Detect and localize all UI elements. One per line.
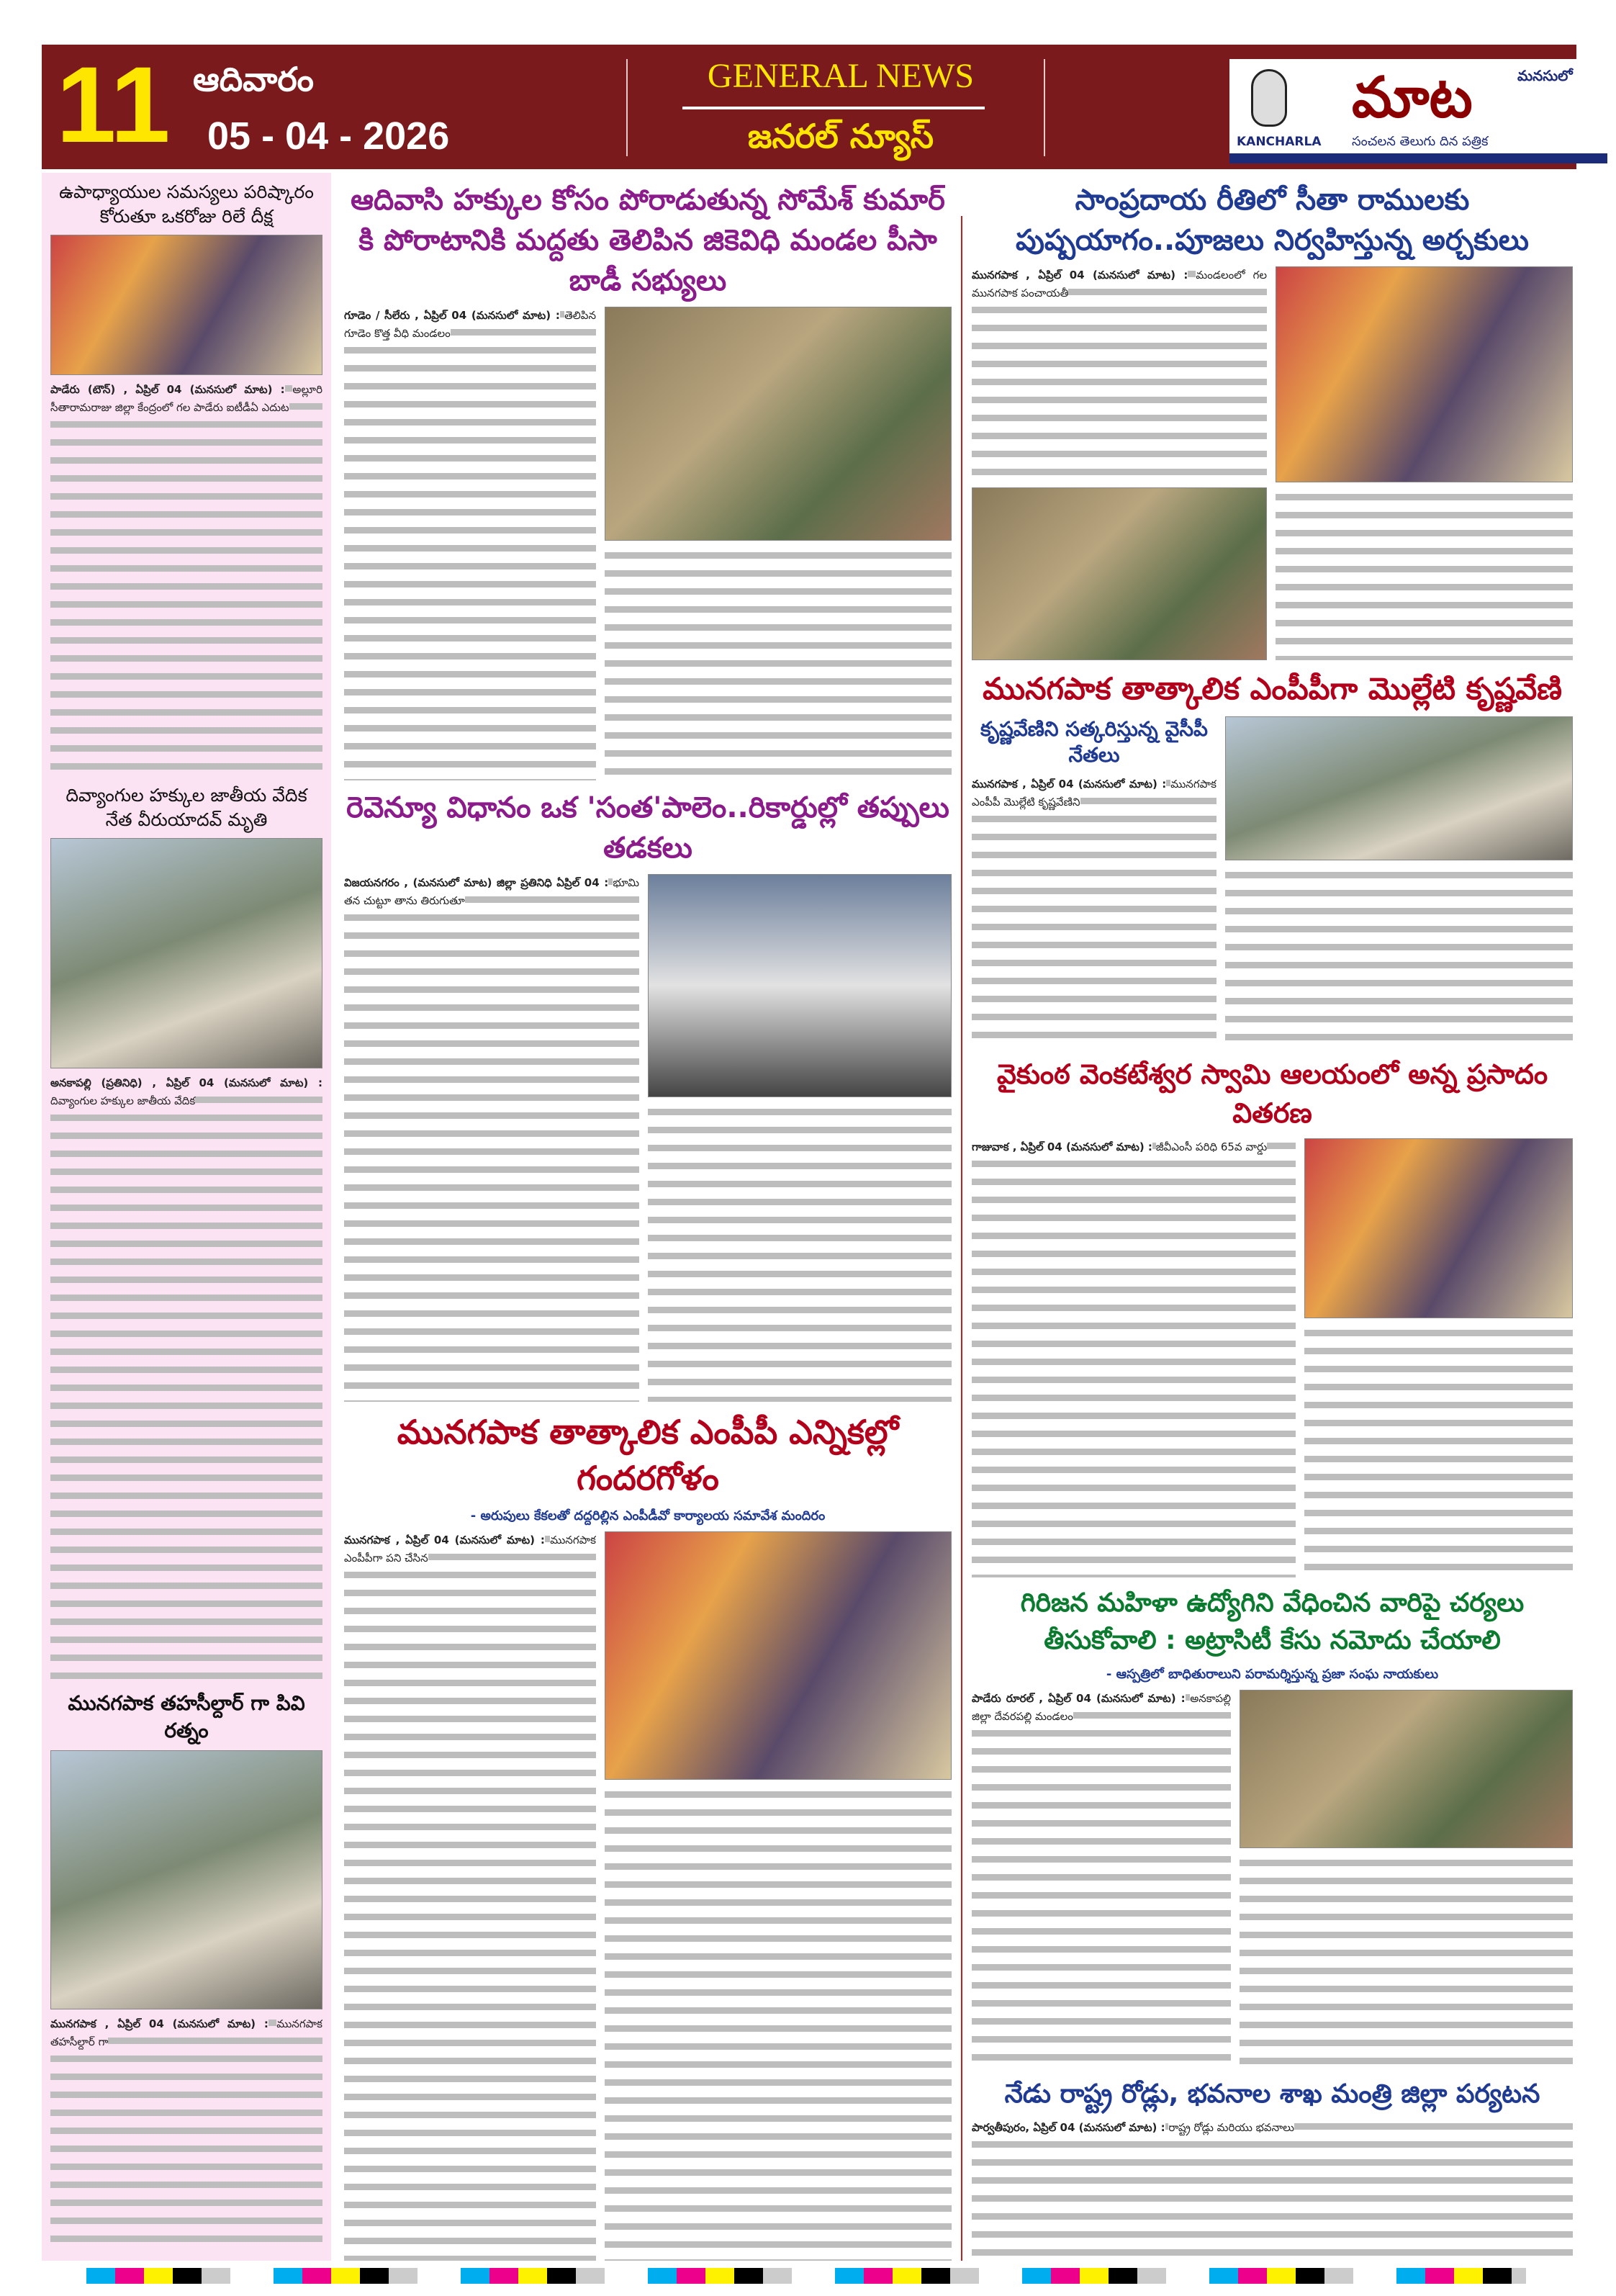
news-photo bbox=[50, 235, 322, 375]
article-body: పార్వతీపురం, ఏప్రిల్ 04 (మనసులో మాట) : రాష్ట్ర రోడ్లు మరియు భవనాలు bbox=[972, 2119, 1573, 2261]
news-photo bbox=[605, 307, 952, 541]
headline: సాంప్రదాయ రీతిలో సీతా రాములకు పుష్పయాగం..పూజలు నిర్వహిస్తున్న అర్చకులు bbox=[1015, 184, 1529, 257]
article-body: మునగపాక , ఏప్రిల్ 04 (మనసులో మాట) : మునగపాక తహసీల్దార్ గా bbox=[50, 2015, 322, 2254]
right-column bbox=[968, 180, 1576, 2261]
divider bbox=[1044, 59, 1045, 156]
article bbox=[972, 2076, 1573, 2261]
article-body: పాడేరు రూరల్ , ఏప్రిల్ 04 (మనసులో మాట) : అనకాపల్లి జిల్లా దేవరపల్లి మండలం bbox=[972, 1690, 1231, 2068]
news-photo bbox=[1240, 1690, 1573, 1848]
headline: గిరిజన మహిళా ఉద్యోగిని వేధించిన వారిపై చర్యలు తీసుకోవాలి : అట్రాసిటీ కేసు నమోదు చేయాలి bbox=[1020, 1588, 1525, 1656]
article bbox=[344, 180, 952, 780]
article-body: పాడేరు (టౌన్) , ఏప్రిల్ 04 (మనసులో మాట) : అల్లూరి సీతారామరాజు జిల్లా కేంద్రంలో గల పాడేరు ఐటీడీఏ ఎదుట bbox=[50, 381, 322, 776]
article-body-cont bbox=[648, 1104, 952, 1403]
headline: ఉపాధ్యాయుల సమస్యలు పరిష్కారం కోరుతూ ఒకరోజు రిలే దీక్ష bbox=[59, 181, 314, 227]
headline: మునగపాక తాత్కాలిక ఎంపీపీగా మొల్లేటి కృష్ణవేణి bbox=[983, 670, 1562, 706]
news-photo bbox=[605, 1531, 952, 1780]
headline: దివ్యాంగుల హక్కుల జాతీయ వేదిక నేత వీరుయాదవ్ మృతి bbox=[66, 784, 307, 830]
portrait-photo bbox=[50, 1750, 322, 2009]
article-body-cont bbox=[605, 548, 952, 780]
newspaper-logo bbox=[1229, 59, 1607, 163]
news-photo bbox=[972, 487, 1267, 660]
article bbox=[344, 788, 952, 1403]
article bbox=[50, 1690, 322, 2254]
subheadline: - అరుపులు కేకలతో దద్దరిల్లిన ఎంపీడీవో కార్యాలయ సమావేశ మందిరం bbox=[470, 1508, 826, 1524]
page-number: 11 bbox=[56, 44, 171, 165]
article-body: మునగపాక , ఏప్రిల్ 04 (మనసులో మాట) : మునగపాక ఎంపీపీ మొల్లేటి కృష్ణవేణిని bbox=[972, 775, 1216, 1048]
article-body: గూడెం / సీలేరు , ఏప్రిల్ 04 (మనసులో మాట) : తెలిపిన గూడెం కొత్త వీధి మండలం bbox=[344, 307, 596, 780]
logo-main: మాట bbox=[1352, 66, 1473, 130]
article bbox=[972, 667, 1573, 1048]
column-divider bbox=[961, 216, 962, 2261]
portrait-photo bbox=[50, 838, 322, 1068]
day: ఆదివారం bbox=[193, 60, 314, 99]
logo-small: మనసులో bbox=[1517, 67, 1573, 84]
headline: ఆదివాసి హక్కుల కోసం పోరాడుతున్న సోమేశ్ కుమార్ కి పోరాటానికి మద్దతు తెలిపిన జికెవిధి మండల పీసా బాడీ సభ్యులు bbox=[351, 184, 945, 297]
article-body: అనకాపల్లి (ప్రతినిధి) , ఏప్రిల్ 04 (మనసులో మాట) : దివ్యాంగుల హక్కుల జాతీయ వేదిక bbox=[50, 1074, 322, 1683]
headline: రెవెన్యూ విధానం ఒక 'సంత'పాలెం..రికార్డుల్లో తప్పులు తడకలు bbox=[346, 791, 949, 865]
date: 05 - 04 - 2026 bbox=[207, 114, 450, 158]
article bbox=[972, 1055, 1573, 1577]
divider bbox=[626, 59, 628, 156]
news-photo bbox=[648, 874, 952, 1097]
article-body: గాజువాక , ఏప్రిల్ 04 (మనసులో మాట) : జీవీఎంసీ పరిధి 65వ వార్డు bbox=[972, 1138, 1296, 1577]
section-title-en: GENERAL NEWS bbox=[707, 57, 975, 95]
article-body-cont bbox=[605, 1787, 952, 2261]
article-body: మునగపాక , ఏప్రిల్ 04 (మనసులో మాట) : మండలంలో గల మునగపాక పంచాయతీ bbox=[972, 266, 1267, 480]
subheadline: కృష్ణవేణిని సత్కరిస్తున్న వైసీపీ నేతలు bbox=[980, 716, 1208, 767]
logo-tagline: సంచలన తెలుగు దిన పత్రిక bbox=[1352, 134, 1489, 149]
article-body-cont bbox=[1225, 868, 1573, 1048]
article bbox=[50, 180, 322, 776]
section-title-te: జనరల్ న్యూస్ bbox=[747, 117, 934, 156]
portrait-icon bbox=[1251, 69, 1287, 127]
news-photo bbox=[1304, 1138, 1573, 1318]
logo-brand: KANCHARLA bbox=[1237, 135, 1322, 149]
article bbox=[972, 1585, 1573, 2068]
headline: వైకుంఠ వెంకటేశ్వర స్వామి ఆలయంలో అన్న ప్రసాదం వితరణ bbox=[996, 1058, 1548, 1130]
headline: మునగపాక తాత్కాలిక ఎంపీపీ ఎన్నికల్లో గందరగోళం bbox=[397, 1413, 899, 1498]
article-body-cont bbox=[1276, 490, 1573, 660]
article bbox=[972, 180, 1573, 660]
article-body: మునగపాక , ఏప్రిల్ 04 (మనసులో మాట) : మునగపాక ఎంపీపీగా పని చేసిన bbox=[344, 1531, 596, 2261]
article-body: విజయనగరం , (మనసులో మాట) జిల్లా ప్రతినిధి ఏప్రిల్ 04 : భూమి తన చుట్టూ తాను తిరుగుతూ bbox=[344, 874, 639, 1403]
color-registration-bar bbox=[86, 2268, 1526, 2284]
article-body-cont bbox=[1304, 1325, 1573, 1577]
article-body-cont bbox=[1240, 1855, 1573, 2068]
divider bbox=[682, 107, 985, 109]
article bbox=[344, 1409, 952, 2261]
headline: మునగపాక తహసీల్దార్ గా పివి రత్నం bbox=[68, 1691, 305, 1742]
middle-column bbox=[338, 180, 957, 2261]
news-photo bbox=[1276, 266, 1573, 482]
news-photo bbox=[1225, 716, 1573, 860]
left-column bbox=[42, 173, 331, 2261]
masthead bbox=[42, 45, 1576, 169]
headline: నేడు రాష్ట్ర రోడ్లు, భవనాల శాఖ మంత్రి జిల్లా పర్యటన bbox=[1004, 2079, 1540, 2110]
article bbox=[50, 783, 322, 1683]
subheadline: - ఆస్పత్రిలో బాధితురాలుని పరామర్శిస్తున్న ప్రజా సంఘ నాయకులు bbox=[1106, 1667, 1439, 1683]
